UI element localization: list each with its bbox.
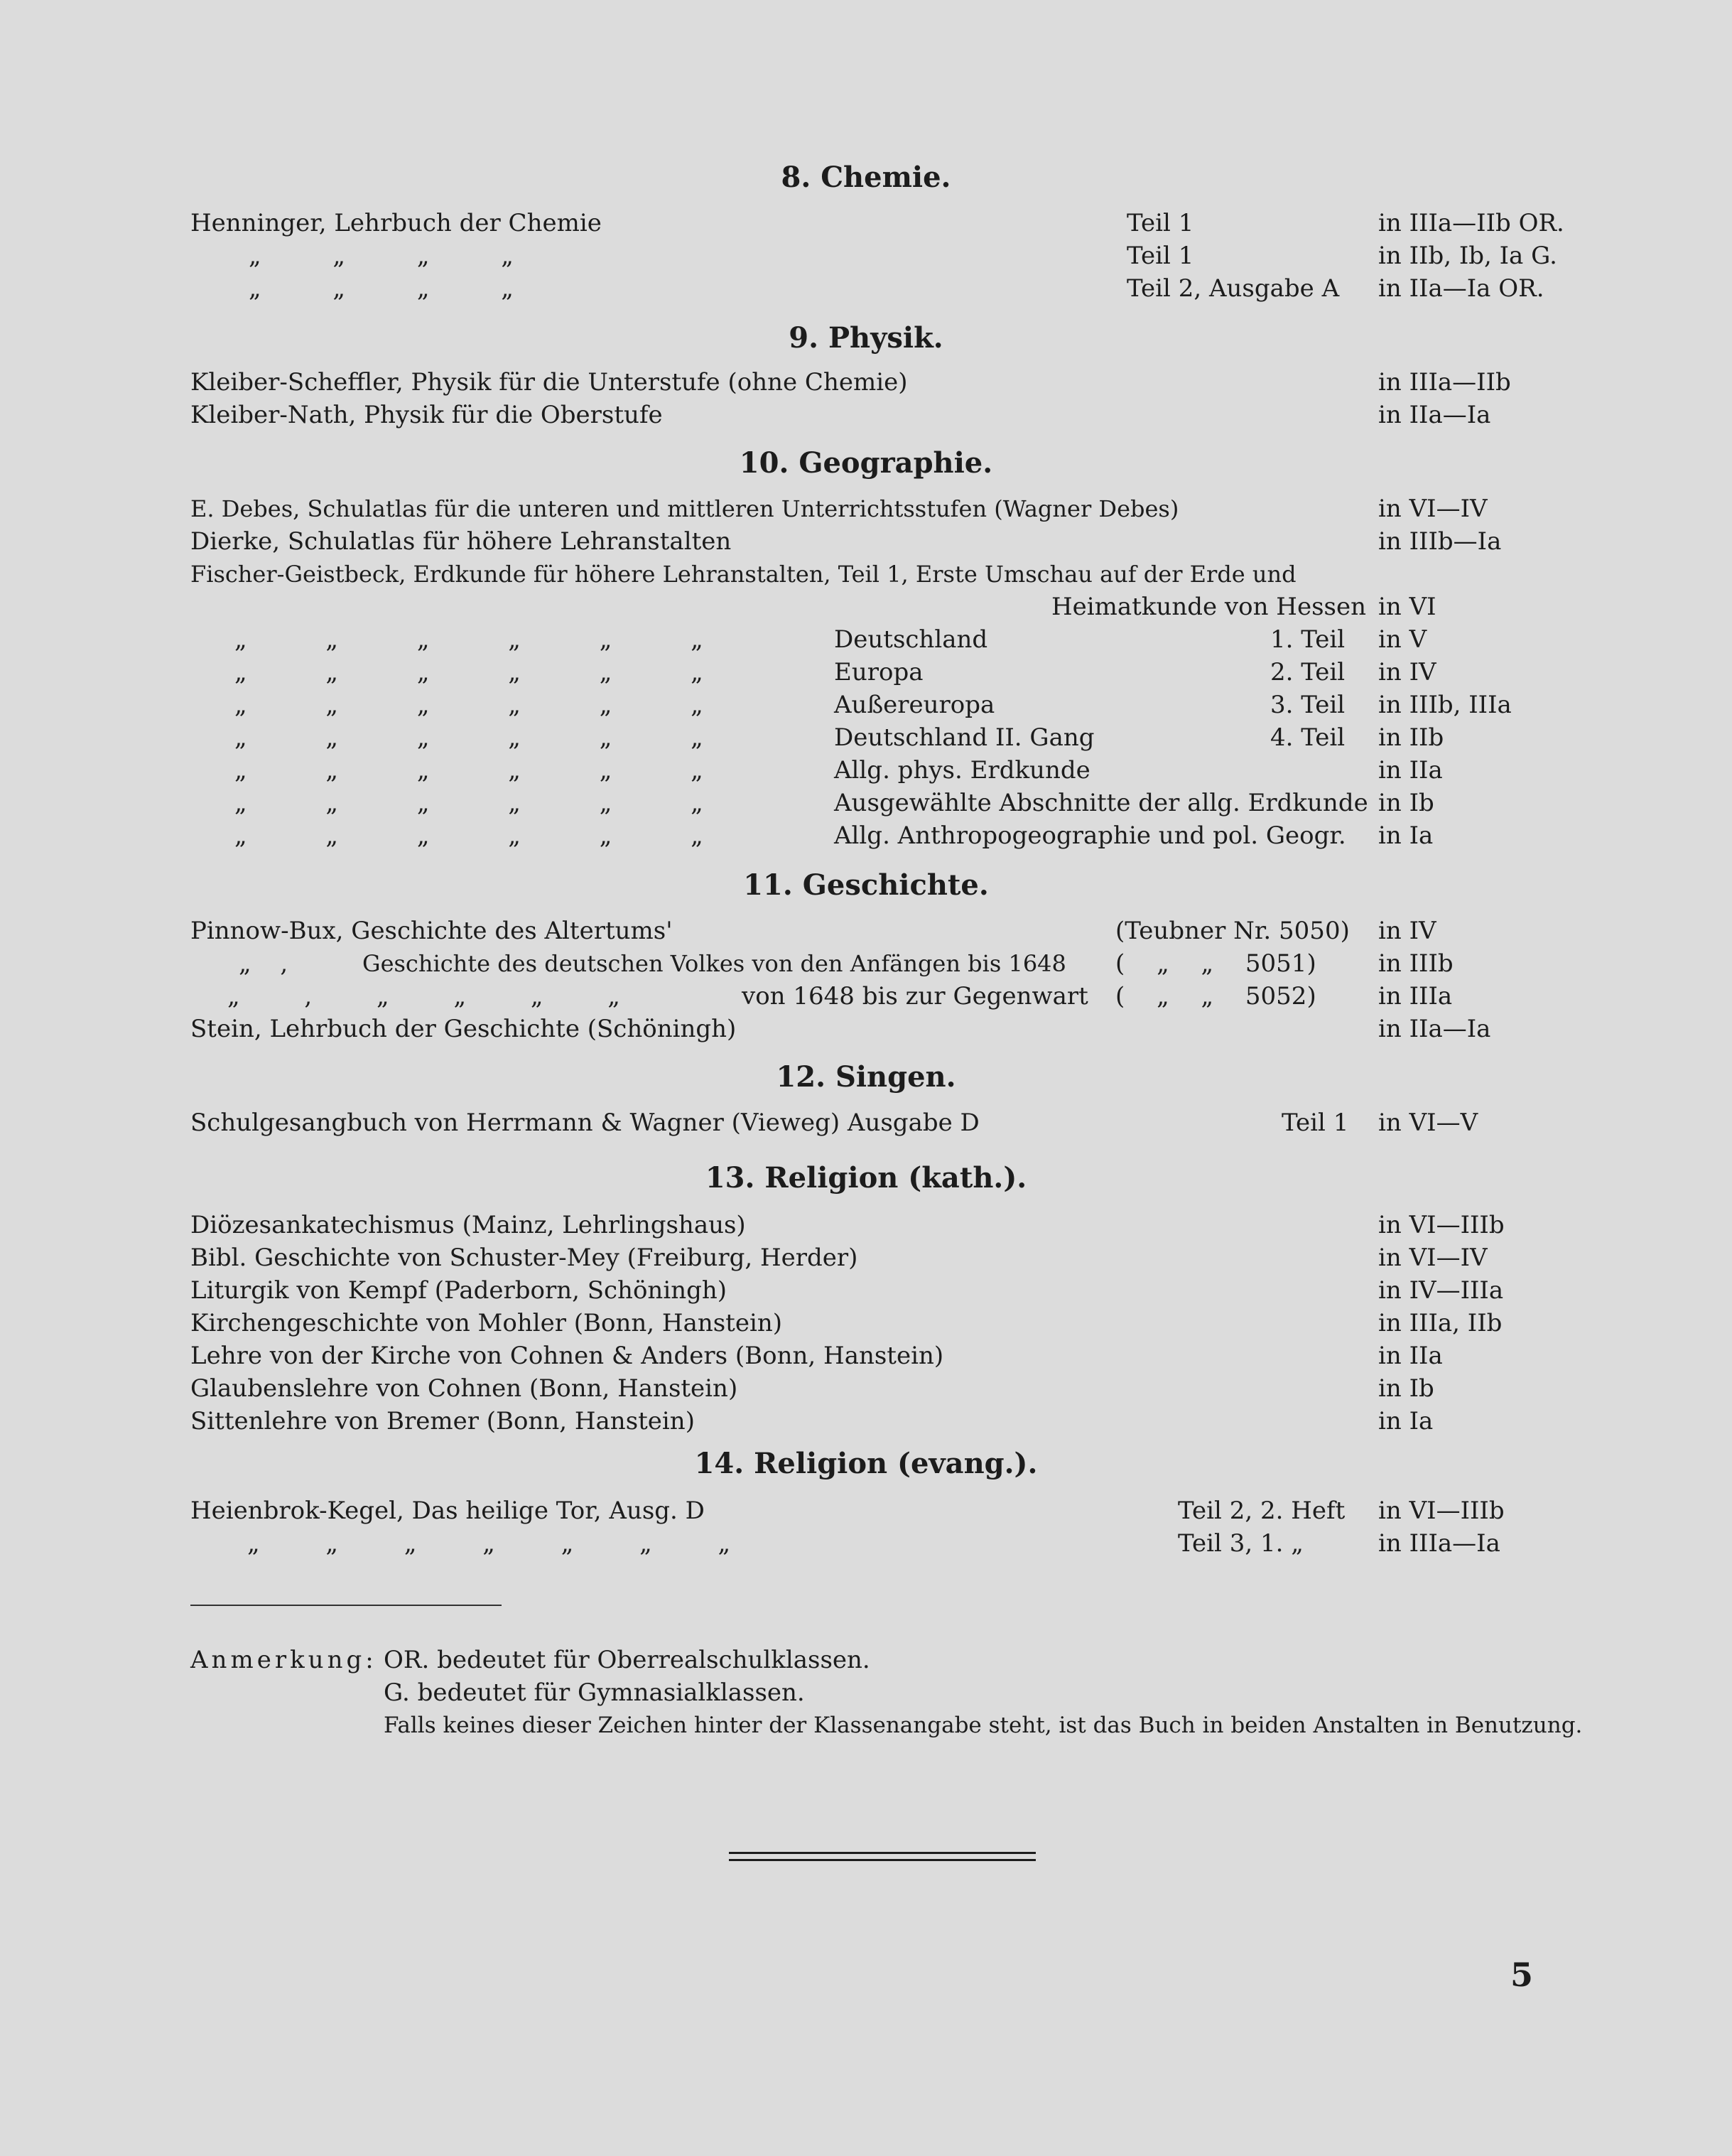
entry-text: Heienbrok-Kegel, Das heilige Tor, Ausg. D	[190, 1497, 705, 1525]
entry-klasse: in Ib	[1378, 1374, 1434, 1403]
section-title-geographie: 10. Geographie.	[739, 446, 993, 480]
ditto-marks: „ „ „ „ „ „	[234, 821, 703, 850]
entry-teil: Teil 1	[1127, 242, 1194, 270]
ditto-marks: „ „ „ „ „ „ „	[247, 1529, 731, 1558]
entry-klasse: in VI—IV	[1378, 1244, 1488, 1272]
entry-klasse: in Ia	[1378, 1407, 1434, 1435]
entry-klasse: in IIIa—Ia	[1378, 1529, 1500, 1558]
ditto-marks: „ „ „ „ „ „	[234, 789, 703, 817]
entry-text: Lehre von der Kirche von Cohnen & Anders (Bonn, Hanstein)	[190, 1342, 944, 1370]
entry-klasse: in Ib	[1378, 789, 1434, 817]
ditto-marks: „ „ „ „ „ „	[234, 723, 703, 752]
page-number: 5	[1510, 1956, 1534, 1994]
ditto-marks: „ „ „ „	[249, 274, 514, 303]
entry-text: Europa	[834, 658, 924, 686]
footnote-separator	[190, 1605, 502, 1606]
entry-text: Fischer-Geistbeck, Erdkunde für höhere Lehranstalten, Teil 1, Erste Umschau auf der Erde und	[190, 561, 1297, 588]
entry-text: Allg. Anthropogeographie und pol. Geogr.	[834, 821, 1346, 850]
ditto-marks: „ „ „ „	[249, 242, 514, 270]
entry-text: Dierke, Schulatlas für höhere Lehranstalten	[190, 527, 732, 556]
entry-klasse: in VI—V	[1378, 1109, 1478, 1137]
entry-text: Außereuropa	[834, 691, 995, 719]
entry-klasse: in IV	[1378, 917, 1436, 945]
entry-teil: Teil 1	[1127, 209, 1194, 237]
entry-klasse: in IIIb, IIIa	[1378, 691, 1512, 719]
ditto-marks: „ „ „ „ „ „	[234, 691, 703, 719]
entry-klasse: in IIIb—Ia	[1378, 527, 1502, 556]
entry-teil: 4. Teil	[1270, 723, 1346, 752]
note-line-2: G. bedeutet für Gymnasialklassen.	[384, 1678, 805, 1707]
entry-text: Allg. phys. Erdkunde	[834, 756, 1090, 785]
entry-teil: 3. Teil	[1270, 691, 1346, 719]
entry-text: Diözesankatechismus (Mainz, Lehrlingshaus)	[190, 1211, 746, 1239]
entry-teil: Teil 2, 2. Heft	[1178, 1497, 1346, 1525]
entry-klasse: in V	[1378, 625, 1427, 654]
entry-klasse: in IIb	[1378, 723, 1444, 752]
section-title-geschichte: 11. Geschichte.	[743, 868, 989, 902]
entry-text: von 1648 bis zur Gegenwart	[742, 982, 1088, 1010]
entry-text: Sittenlehre von Bremer (Bonn, Hanstein)	[190, 1407, 695, 1435]
entry-klasse: in IIa—Ia	[1378, 401, 1491, 429]
note-line-1: OR. bedeutet für Oberrealschulklassen.	[384, 1646, 870, 1674]
entry-text: Kleiber-Nath, Physik für die Oberstufe	[190, 401, 663, 429]
entry-text: Geschichte des deutschen Volkes von den Anfängen bis 1648	[362, 950, 1066, 977]
entry-text: Bibl. Geschichte von Schuster-Mey (Freiburg, Herder)	[190, 1244, 858, 1272]
entry-klasse: in IV—IIIa	[1378, 1276, 1504, 1305]
entry-klasse: in IIIb	[1378, 949, 1454, 978]
note-label: Anmerkung:	[190, 1646, 377, 1674]
entry-klasse: in VI—IIIb	[1378, 1211, 1505, 1239]
section-title-chemie: 8. Chemie.	[781, 161, 951, 194]
entry-klasse: in IIa	[1378, 756, 1443, 785]
entry-text: Ausgewählte Abschnitte der allg. Erdkunde	[834, 789, 1368, 817]
entry-klasse: in IV	[1378, 658, 1436, 686]
entry-klasse: in IIIa—IIb OR.	[1378, 209, 1564, 237]
entry-klasse: in IIa—Ia	[1378, 1015, 1491, 1043]
entry-klasse: in IIa	[1378, 1342, 1443, 1370]
entry-text: Henninger, Lehrbuch der Chemie	[190, 209, 602, 237]
entry-text: Kirchengeschichte von Mohler (Bonn, Hanstein)	[190, 1309, 782, 1337]
entry-klasse: in Ia	[1378, 821, 1434, 850]
entry-klasse: in VI	[1378, 593, 1436, 621]
entry-klasse: in VI—IIIb	[1378, 1497, 1505, 1525]
entry-text: Liturgik von Kempf (Paderborn, Schöningh)	[190, 1276, 727, 1305]
note-line-3: Falls keines dieser Zeichen hinter der Klassenangabe steht, ist das Buch in beiden Anstalten in Benutzung.	[384, 1713, 1583, 1738]
section-title-singen: 12. Singen.	[776, 1060, 956, 1094]
entry-verlag: ( „ „ 5052)	[1115, 982, 1316, 1010]
entry-text: Glaubenslehre von Cohnen (Bonn, Hanstein)	[190, 1374, 738, 1403]
entry-text: E. Debes, Schulatlas für die unteren und mittleren Unterrichtsstufen (Wagner Debes)	[190, 495, 1179, 522]
entry-verlag: ( „ „ 5051)	[1115, 949, 1316, 978]
section-title-religion-kath: 13. Religion (kath.).	[705, 1161, 1027, 1195]
closing-double-rule-bottom	[729, 1859, 1036, 1861]
closing-double-rule-top	[729, 1852, 1036, 1854]
entry-text: Stein, Lehrbuch der Geschichte (Schöningh)	[190, 1015, 737, 1043]
entry-text: Schulgesangbuch von Herrmann & Wagner (Vieweg) Ausgabe D	[190, 1109, 980, 1137]
entry-teil: Teil 1	[1282, 1109, 1349, 1137]
entry-verlag: (Teubner Nr. 5050)	[1115, 917, 1350, 945]
entry-klasse: in IIa—Ia OR.	[1378, 274, 1544, 303]
entry-klasse: in IIIa, IIb	[1378, 1309, 1503, 1337]
entry-klasse: in IIIa—IIb	[1378, 368, 1511, 397]
section-title-physik: 9. Physik.	[789, 321, 943, 355]
entry-text: Deutschland II. Gang	[834, 723, 1095, 752]
entry-text: Kleiber-Scheffler, Physik für die Unterstufe (ohne Chemie)	[190, 368, 908, 397]
entry-text: Heimatkunde von Hessen	[1051, 593, 1366, 621]
ditto-marks: „ „ „ „ „ „	[234, 625, 703, 654]
entry-teil: 1. Teil	[1270, 625, 1346, 654]
entry-klasse: in IIb, Ib, Ia G.	[1378, 242, 1557, 270]
entry-teil: 2. Teil	[1270, 658, 1346, 686]
entry-klasse: in VI—IV	[1378, 495, 1488, 523]
ditto-marks: „ „ „ „ „ „	[234, 756, 703, 785]
entry-text: Pinnow-Bux, Geschichte des Altertums'	[190, 917, 673, 945]
ditto-marks: „ „ „ „ „ „	[234, 658, 703, 686]
entry-text: Deutschland	[834, 625, 988, 654]
ditto-marks: „ , „ „ „ „	[227, 982, 620, 1010]
entry-klasse: in IIIa	[1378, 982, 1453, 1010]
entry-teil: Teil 2, Ausgabe A	[1127, 274, 1340, 303]
section-title-religion-evang: 14. Religion (evang.).	[694, 1447, 1038, 1480]
entry-teil: Teil 3, 1. „	[1178, 1529, 1304, 1558]
ditto-marks: „ ,	[239, 949, 288, 978]
